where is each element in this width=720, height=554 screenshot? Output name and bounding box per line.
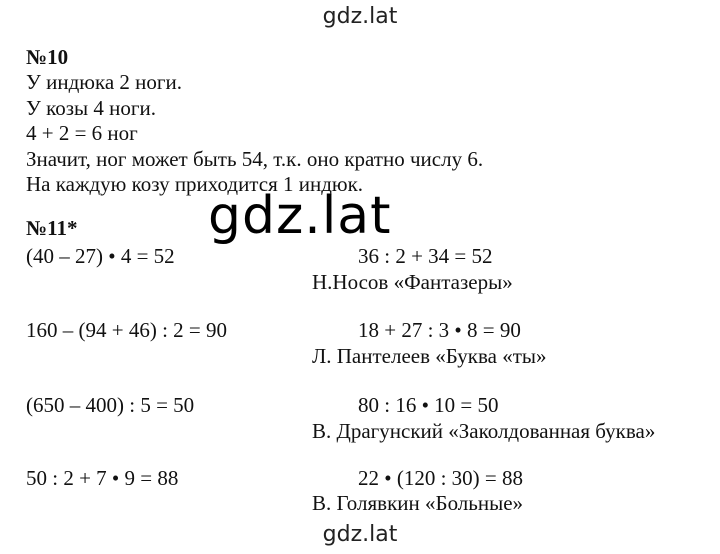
book-author: Л. Пантелеев «Буква «ты» [312,344,547,368]
equation-left: (650 – 400) : 5 = 50 [26,393,195,417]
equation-right: 80 : 16 • 10 = 50 [358,393,499,417]
book-author: В. Голявкин «Больные» [312,491,524,515]
book-author: В. Драгунский «Заколдованная буква» [312,419,656,443]
task-10-line: У индюка 2 ноги. [26,70,183,94]
watermark-middle: gdz.lat [208,186,392,246]
equation-left: 50 : 2 + 7 • 9 = 88 [26,466,179,490]
task-10-line: На каждую козу приходится 1 индюк. [26,172,364,196]
watermark-bottom: gdz.lat [322,522,398,547]
watermark-top: gdz.lat [322,4,398,29]
task-10-line: У козы 4 ноги. [26,96,156,120]
task-10-line: Значит, ног может быть 54, т.к. оно кратно числу 6. [26,147,484,171]
equation-right: 22 • (120 : 30) = 88 [358,466,524,490]
equation-left: (40 – 27) • 4 = 52 [26,244,175,268]
task-11-number: №11* [26,216,78,240]
equation-right: 18 + 27 : 3 • 8 = 90 [358,318,521,342]
equation-right: 36 : 2 + 34 = 52 [358,244,493,268]
task-10-number: №10 [26,45,69,69]
task-10-line: 4 + 2 = 6 ног [26,121,138,145]
book-author: Н.Носов «Фантазеры» [312,270,513,294]
equation-left: 160 – (94 + 46) : 2 = 90 [26,318,228,342]
